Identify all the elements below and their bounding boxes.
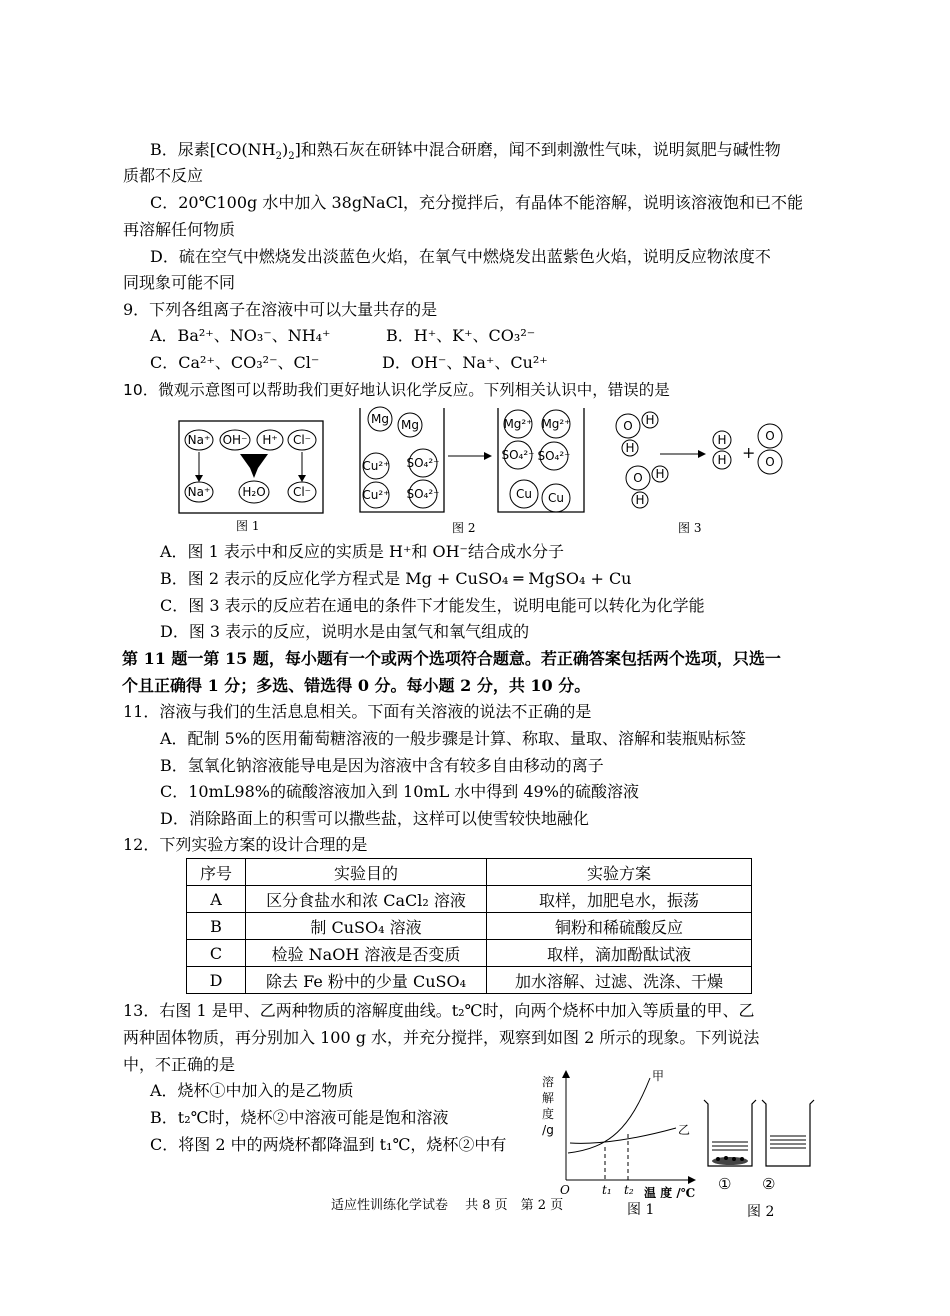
fig3-atom-h-1: H [645, 413, 655, 427]
fig1-ion-h: H⁺ [262, 433, 278, 447]
fig2-left-mg-2: Mg [401, 418, 419, 432]
q8-option-c-line2: 再溶解任何物质 [123, 220, 236, 239]
q13-stem-line3: 中，不正确的是 [123, 1055, 236, 1074]
fig3-product-o-1: O [765, 429, 775, 443]
q9-option-a: A．Ba²⁺、NO₃⁻、NH₄⁺ [150, 326, 331, 345]
graph-curve-label-jia: 甲 [652, 1069, 665, 1083]
fig3-atom-h-2: H [625, 441, 635, 455]
fig2-left-so4-2: SO₄²⁻ [406, 487, 440, 501]
table-header-cell: 实验目的 [246, 859, 487, 886]
section-instruction-line1: 第 11 题一第 15 题，每小题有一个或两个选项符合题意。若正确答案包括两个选项，只选一 [122, 649, 781, 668]
fig2-right-cu-1: Cu [516, 487, 532, 501]
q8-option-b-line2: 质都不反应 [123, 166, 204, 185]
q9-option-c: C．Ca²⁺、CO₃²⁻、Cl⁻ [150, 353, 320, 372]
q13-stem-line2: 两种固体物质，再分别加入 100 g 水，并充分搅拌，观察到如图 2 所示的现象。下列说法 [123, 1028, 760, 1047]
fig2-right-so4-1: SO₄²⁻ [501, 448, 535, 462]
q10-option-d: D．图 3 表示的反应，说明水是由氢气和氧气组成的 [160, 622, 530, 641]
table-cell: B [187, 913, 246, 940]
q8-option-d-line1: D．硫在空气中燃烧发出淡蓝色火焰，在氧气中燃烧发出蓝紫色火焰，说明反应物浓度不 [150, 247, 771, 266]
table-cell: 检验 NaOH 溶液是否变质 [246, 940, 487, 967]
beaker-label-2: ② [762, 1175, 776, 1193]
beaker-label-1: ① [718, 1175, 732, 1193]
table-row [187, 886, 752, 913]
table-cell: 取样，滴加酚酞试液 [487, 940, 752, 967]
q10-option-a: A．图 1 表示中和反应的实质是 H⁺和 OH⁻结合成水分子 [160, 542, 564, 561]
fig2-left-mg-1: Mg [371, 412, 389, 426]
q10-figure-2-caption: 图 2 [452, 521, 476, 535]
fig2-left-so4-1: SO₄²⁻ [406, 456, 440, 470]
fig1-ion-na-product: Na⁺ [187, 485, 211, 499]
fig2-right-mg-1: Mg²⁺ [503, 417, 533, 431]
q10-figure-2 [358, 406, 588, 514]
q13-beakers [700, 1098, 820, 1170]
table-row [187, 967, 752, 994]
q11-option-c: C．10mL98%的硫酸溶液加入到 10mL 水中得到 49%的硫酸溶液 [160, 782, 639, 801]
q13-option-c: C．将图 2 中的两烧杯都降温到 t₁℃，烧杯②中有 [150, 1135, 507, 1154]
graph-ylabel-char: 解 [541, 1091, 555, 1105]
graph-ylabel-char: 度 [541, 1107, 555, 1121]
q13-option-a: A．烧杯①中加入的是乙物质 [150, 1081, 354, 1100]
q13-option-b: B．t₂℃时，烧杯②中溶液可能是饱和溶液 [150, 1108, 449, 1127]
table-cell: 加水溶解、过滤、洗涤、干燥 [487, 967, 752, 994]
q9-option-d: D．OH⁻、Na⁺、Cu²⁺ [382, 353, 548, 372]
fig3-atom-o-2: O [633, 471, 643, 485]
fig1-ion-cl-product: Cl⁻ [292, 485, 312, 499]
table-header-cell: 实验方案 [487, 859, 752, 886]
q10-figure-3 [612, 408, 802, 512]
fig3-plus: + [742, 443, 756, 462]
graph-curve-label-yi: 乙 [678, 1123, 691, 1137]
fig1-ion-cl: Cl⁻ [292, 433, 312, 447]
fig3-atom-h-3: H [655, 467, 665, 481]
q11-stem: 11．溶液与我们的生活息息相关。下面有关溶液的说法不正确的是 [123, 702, 592, 721]
fig2-right-mg-2: Mg²⁺ [541, 417, 571, 431]
table-header-row [187, 859, 752, 886]
q10-figure-1 [178, 420, 324, 514]
q9-stem: 9．下列各组离子在溶液中可以大量共存的是 [123, 300, 438, 319]
q10-figure-3-caption: 图 3 [678, 521, 702, 535]
fig3-product-o-2: O [765, 455, 775, 469]
table-cell: 铜粉和稀硫酸反应 [487, 913, 752, 940]
q13-solubility-graph [540, 1068, 700, 1198]
fig2-left-cu-1: Cu²⁺ [362, 459, 390, 473]
q10-stem: 10．微观示意图可以帮助我们更好地认识化学反应。下列相关认识中，错误的是 [123, 381, 670, 399]
table-row [187, 913, 752, 940]
q9-option-b: B．H⁺、K⁺、CO₃²⁻ [386, 326, 536, 345]
q11-option-a: A．配制 5%的医用葡萄糖溶液的一般步骤是计算、称取、量取、溶解和装瓶贴标签 [160, 729, 747, 748]
fig2-left-cu-2: Cu²⁺ [362, 488, 390, 502]
q13-beakers-caption: 图 2 [747, 1204, 775, 1220]
fig1-ion-oh: OH⁻ [222, 433, 248, 447]
fig3-atom-h-4: H [635, 493, 645, 507]
table-cell: A [187, 886, 246, 913]
q8-option-b-line1: B．尿素$[CO(NH_2)_2]$和熟石灰在研钵中混合研磨，闻不到刺激性气味，说明氮肥与碱性物 [150, 140, 781, 163]
table-row [187, 940, 752, 967]
q10-option-c: C．图 3 表示的反应若在通电的条件下才能发生，说明电能可以转化为化学能 [160, 596, 705, 615]
q11-option-d: D．消除路面上的积雪可以撒些盐，这样可以使雪较快地融化 [160, 809, 589, 828]
table-cell: 除去 Fe 粉中的少量 CuSO₄ [246, 967, 487, 994]
table-cell: 制 CuSO₄ 溶液 [246, 913, 487, 940]
graph-ylabel-char: 溶 [541, 1075, 555, 1089]
q13-stem-line1: 13．右图 1 是甲、乙两种物质的溶解度曲线。t₂℃时，向两个烧杯中加入等质量的甲、乙 [123, 1001, 755, 1020]
fig1-ion-na: Na⁺ [187, 433, 211, 447]
fig1-water: H₂O [242, 485, 266, 499]
q10-option-b: B．图 2 表示的反应化学方程式是 Mg + CuSO₄ ═ MgSO₄ + Cu [160, 569, 632, 588]
table-cell: C [187, 940, 246, 967]
q11-option-b: B．氢氧化钠溶液能导电是因为溶液中含有较多自由移动的离子 [160, 756, 604, 775]
q12-experiment-table [186, 858, 752, 994]
fig3-product-h-1: H [717, 433, 727, 447]
table-cell: D [187, 967, 246, 994]
fig3-product-h-2: H [717, 453, 727, 467]
fig2-right-cu-2: Cu [548, 491, 564, 505]
table-header-cell: 序号 [187, 859, 246, 886]
page-footer: 适应性训练化学试卷 共 8 页 第 2 页 [331, 1198, 564, 1213]
q8-option-c-line1: C．20℃100g 水中加入 38gNaCl，充分搅拌后，有晶体不能溶解，说明该溶液饱和已不能 [150, 193, 803, 212]
q8-option-d-line2: 同现象可能不同 [123, 273, 236, 292]
table-cell: 区分食盐水和浓 CaCl₂ 溶液 [246, 886, 487, 913]
graph-xlabel: 温 度 /℃ [644, 1186, 696, 1198]
q12-stem: 12．下列实验方案的设计合理的是 [123, 835, 368, 854]
graph-t2: t₂ [624, 1183, 634, 1197]
q10-figure-1-caption: 图 1 [236, 519, 260, 533]
graph-t1: t₁ [602, 1183, 612, 1197]
graph-origin: O [560, 1183, 570, 1197]
fig2-right-so4-2: SO₄²⁻ [537, 449, 571, 463]
section-instruction-line2: 个且正确得 1 分；多选、错选得 0 分。每小题 2 分，共 10 分。 [122, 676, 591, 695]
fig3-atom-o-1: O [623, 419, 633, 433]
graph-ylabel-char: /g [542, 1123, 554, 1137]
q13-graph-caption: 图 1 [627, 1202, 655, 1218]
table-cell: 取样，加肥皂水，振荡 [487, 886, 752, 913]
